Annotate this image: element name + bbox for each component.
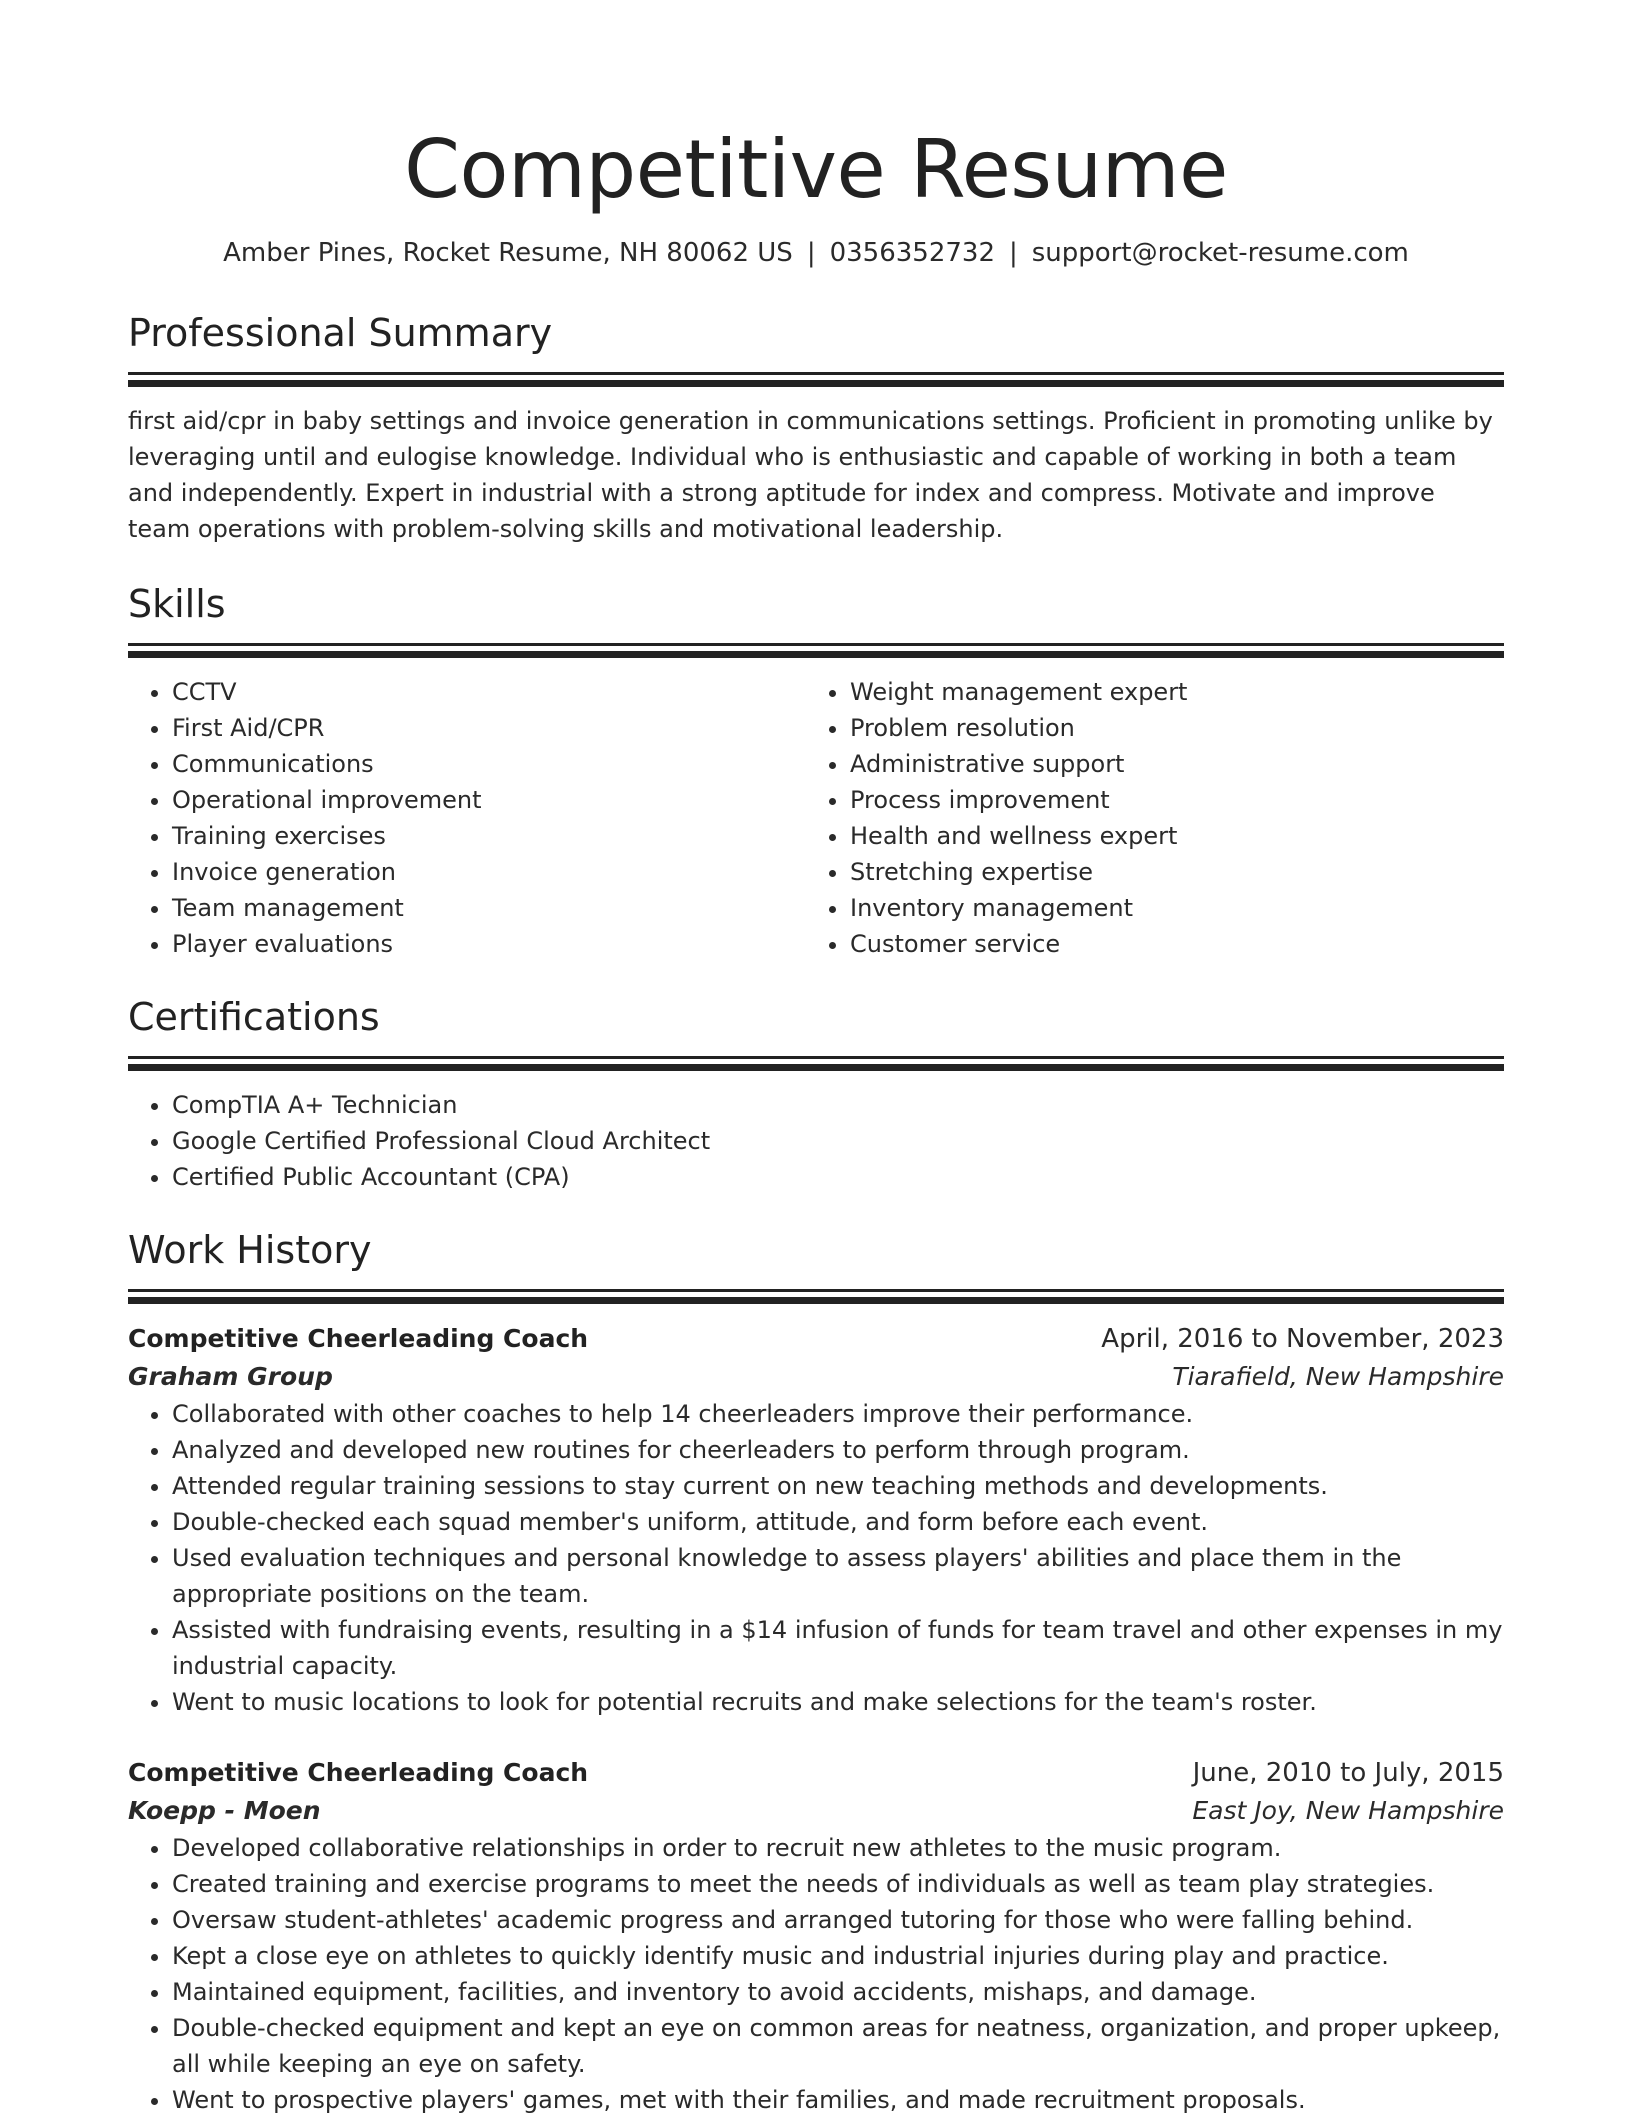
section-rule bbox=[128, 1064, 1504, 1071]
skill-item: • CCTV bbox=[172, 674, 806, 710]
skill-item: • Team management bbox=[172, 890, 806, 926]
skill-item: • Problem resolution bbox=[850, 710, 1484, 746]
job-company: Graham Group bbox=[128, 1362, 333, 1391]
resume-page bbox=[128, 0, 1504, 2118]
certification-item: • CompTIA A+ Technician bbox=[172, 1087, 1504, 1123]
job-bullet: • Oversaw student-athletes' academic progress and arranged tutoring for those who were falling behind. bbox=[172, 1902, 1504, 1938]
job-bullet: • Went to music locations to look for potential recruits and make selections for the team's roster. bbox=[172, 1684, 1504, 1720]
section-heading-certifications: Certifications bbox=[128, 995, 380, 1039]
skills-grid bbox=[128, 674, 1504, 962]
job-bullet: • Assisted with fundraising events, resulting in a $14 infusion of funds for team travel and other expenses in my industrial capacity. bbox=[172, 1612, 1504, 1684]
section-rule bbox=[128, 380, 1504, 387]
skills-column-left bbox=[128, 674, 806, 962]
job-location: East Joy, New Hampshire bbox=[1192, 1796, 1504, 1825]
job-subheader bbox=[128, 1792, 1504, 1830]
contact-line bbox=[128, 236, 1504, 270]
job-bullet: • Double-checked each squad member's uniform, attitude, and form before each event. bbox=[172, 1504, 1504, 1540]
job-bullet: • Created training and exercise programs to meet the needs of individuals as well as team play strategies. bbox=[172, 1866, 1504, 1902]
contact-separator: | bbox=[1009, 238, 1018, 268]
section-rule bbox=[128, 1056, 1504, 1059]
job-title: Competitive Cheerleading Coach bbox=[128, 1324, 589, 1353]
section-heading-skills: Skills bbox=[128, 582, 226, 626]
job-subheader bbox=[128, 1358, 1504, 1396]
job-bullet: • Attended regular training sessions to stay current on new teaching methods and developments. bbox=[172, 1468, 1504, 1504]
contact-email: support@rocket-resume.com bbox=[1031, 238, 1409, 268]
job-header bbox=[128, 1320, 1504, 1358]
skill-item: • Weight management expert bbox=[850, 674, 1484, 710]
skill-item: • Administrative support bbox=[850, 746, 1484, 782]
work-history-section bbox=[128, 1227, 1504, 2118]
job-bullet: • Double-checked equipment and kept an eye on common areas for neatness, organization, and proper upkeep, all while keeping an eye on safety. bbox=[172, 2010, 1504, 2082]
skill-item: • Training exercises bbox=[172, 818, 806, 854]
job-entry bbox=[128, 1754, 1504, 2118]
skill-item: • Process improvement bbox=[850, 782, 1484, 818]
section-rule bbox=[128, 372, 1504, 375]
summary-text: first aid/cpr in baby settings and invoice generation in communications settings. Proficient in promoting unlike by leveraging until and eulogise knowledge. Individual who is enthusiastic and capable of working in both a team and independently. Expert in industrial with a strong aptitude for index and compress. Motivate and improve team operations with problem-solving skills and motivational leadership. bbox=[128, 407, 1493, 543]
skill-item: • Health and wellness expert bbox=[850, 818, 1484, 854]
contact-separator: | bbox=[806, 238, 816, 268]
job-bullet: • Developed collaborative relationships in order to recruit new athletes to the music program. bbox=[172, 1830, 1504, 1866]
skill-item: • Customer service bbox=[850, 926, 1484, 962]
skills-section bbox=[128, 581, 1504, 962]
summary-section bbox=[128, 310, 1504, 547]
section-rule bbox=[128, 651, 1504, 658]
job-dates: April, 2016 to November, 2023 bbox=[1101, 1324, 1504, 1354]
job-bullet: • Went to prospective players' games, met with their families, and made recruitment proposals. bbox=[172, 2082, 1504, 2118]
job-bullet: • Kept a close eye on athletes to quickly identify music and industrial injuries during play and practice. bbox=[172, 1938, 1504, 1974]
section-heading-work-history: Work History bbox=[128, 1228, 372, 1272]
job-title: Competitive Cheerleading Coach bbox=[128, 1758, 589, 1787]
contact-address: Amber Pines, Rocket Resume, NH 80062 US bbox=[223, 238, 793, 268]
job-entry bbox=[128, 1320, 1504, 1720]
certifications-section bbox=[128, 994, 1504, 1195]
skill-item: • Inventory management bbox=[850, 890, 1484, 926]
job-header bbox=[128, 1754, 1504, 1792]
job-bullet: • Maintained equipment, facilities, and inventory to avoid accidents, mishaps, and damage. bbox=[172, 1974, 1504, 2010]
skill-item: • Invoice generation bbox=[172, 854, 806, 890]
certification-item: • Google Certified Professional Cloud Architect bbox=[172, 1123, 1504, 1159]
skill-item: • Communications bbox=[172, 746, 806, 782]
section-rule bbox=[128, 1297, 1504, 1304]
job-bullet: • Collaborated with other coaches to help 14 cheerleaders improve their performance. bbox=[172, 1396, 1504, 1432]
job-company: Koepp - Moen bbox=[128, 1796, 321, 1825]
contact-phone: 0356352732 bbox=[829, 238, 995, 268]
section-rule bbox=[128, 643, 1504, 646]
certification-item: • Certified Public Accountant (CPA) bbox=[172, 1159, 1504, 1195]
job-dates: June, 2010 to July, 2015 bbox=[1192, 1758, 1504, 1788]
skill-item: • First Aid/CPR bbox=[172, 710, 806, 746]
section-rule bbox=[128, 1289, 1504, 1292]
skill-item: • Operational improvement bbox=[172, 782, 806, 818]
skills-column-right bbox=[806, 674, 1484, 962]
skill-item: • Stretching expertise bbox=[850, 854, 1484, 890]
job-location: Tiarafield, New Hampshire bbox=[1172, 1362, 1504, 1391]
job-bullet: • Analyzed and developed new routines for cheerleaders to perform through program. bbox=[172, 1432, 1504, 1468]
section-heading-summary: Professional Summary bbox=[128, 311, 553, 355]
resume-title: Competitive Resume bbox=[404, 123, 1228, 216]
skill-item: • Player evaluations bbox=[172, 926, 806, 962]
job-bullet: • Used evaluation techniques and personal knowledge to assess players' abilities and place them in the appropriate positions on the team. bbox=[172, 1540, 1504, 1612]
